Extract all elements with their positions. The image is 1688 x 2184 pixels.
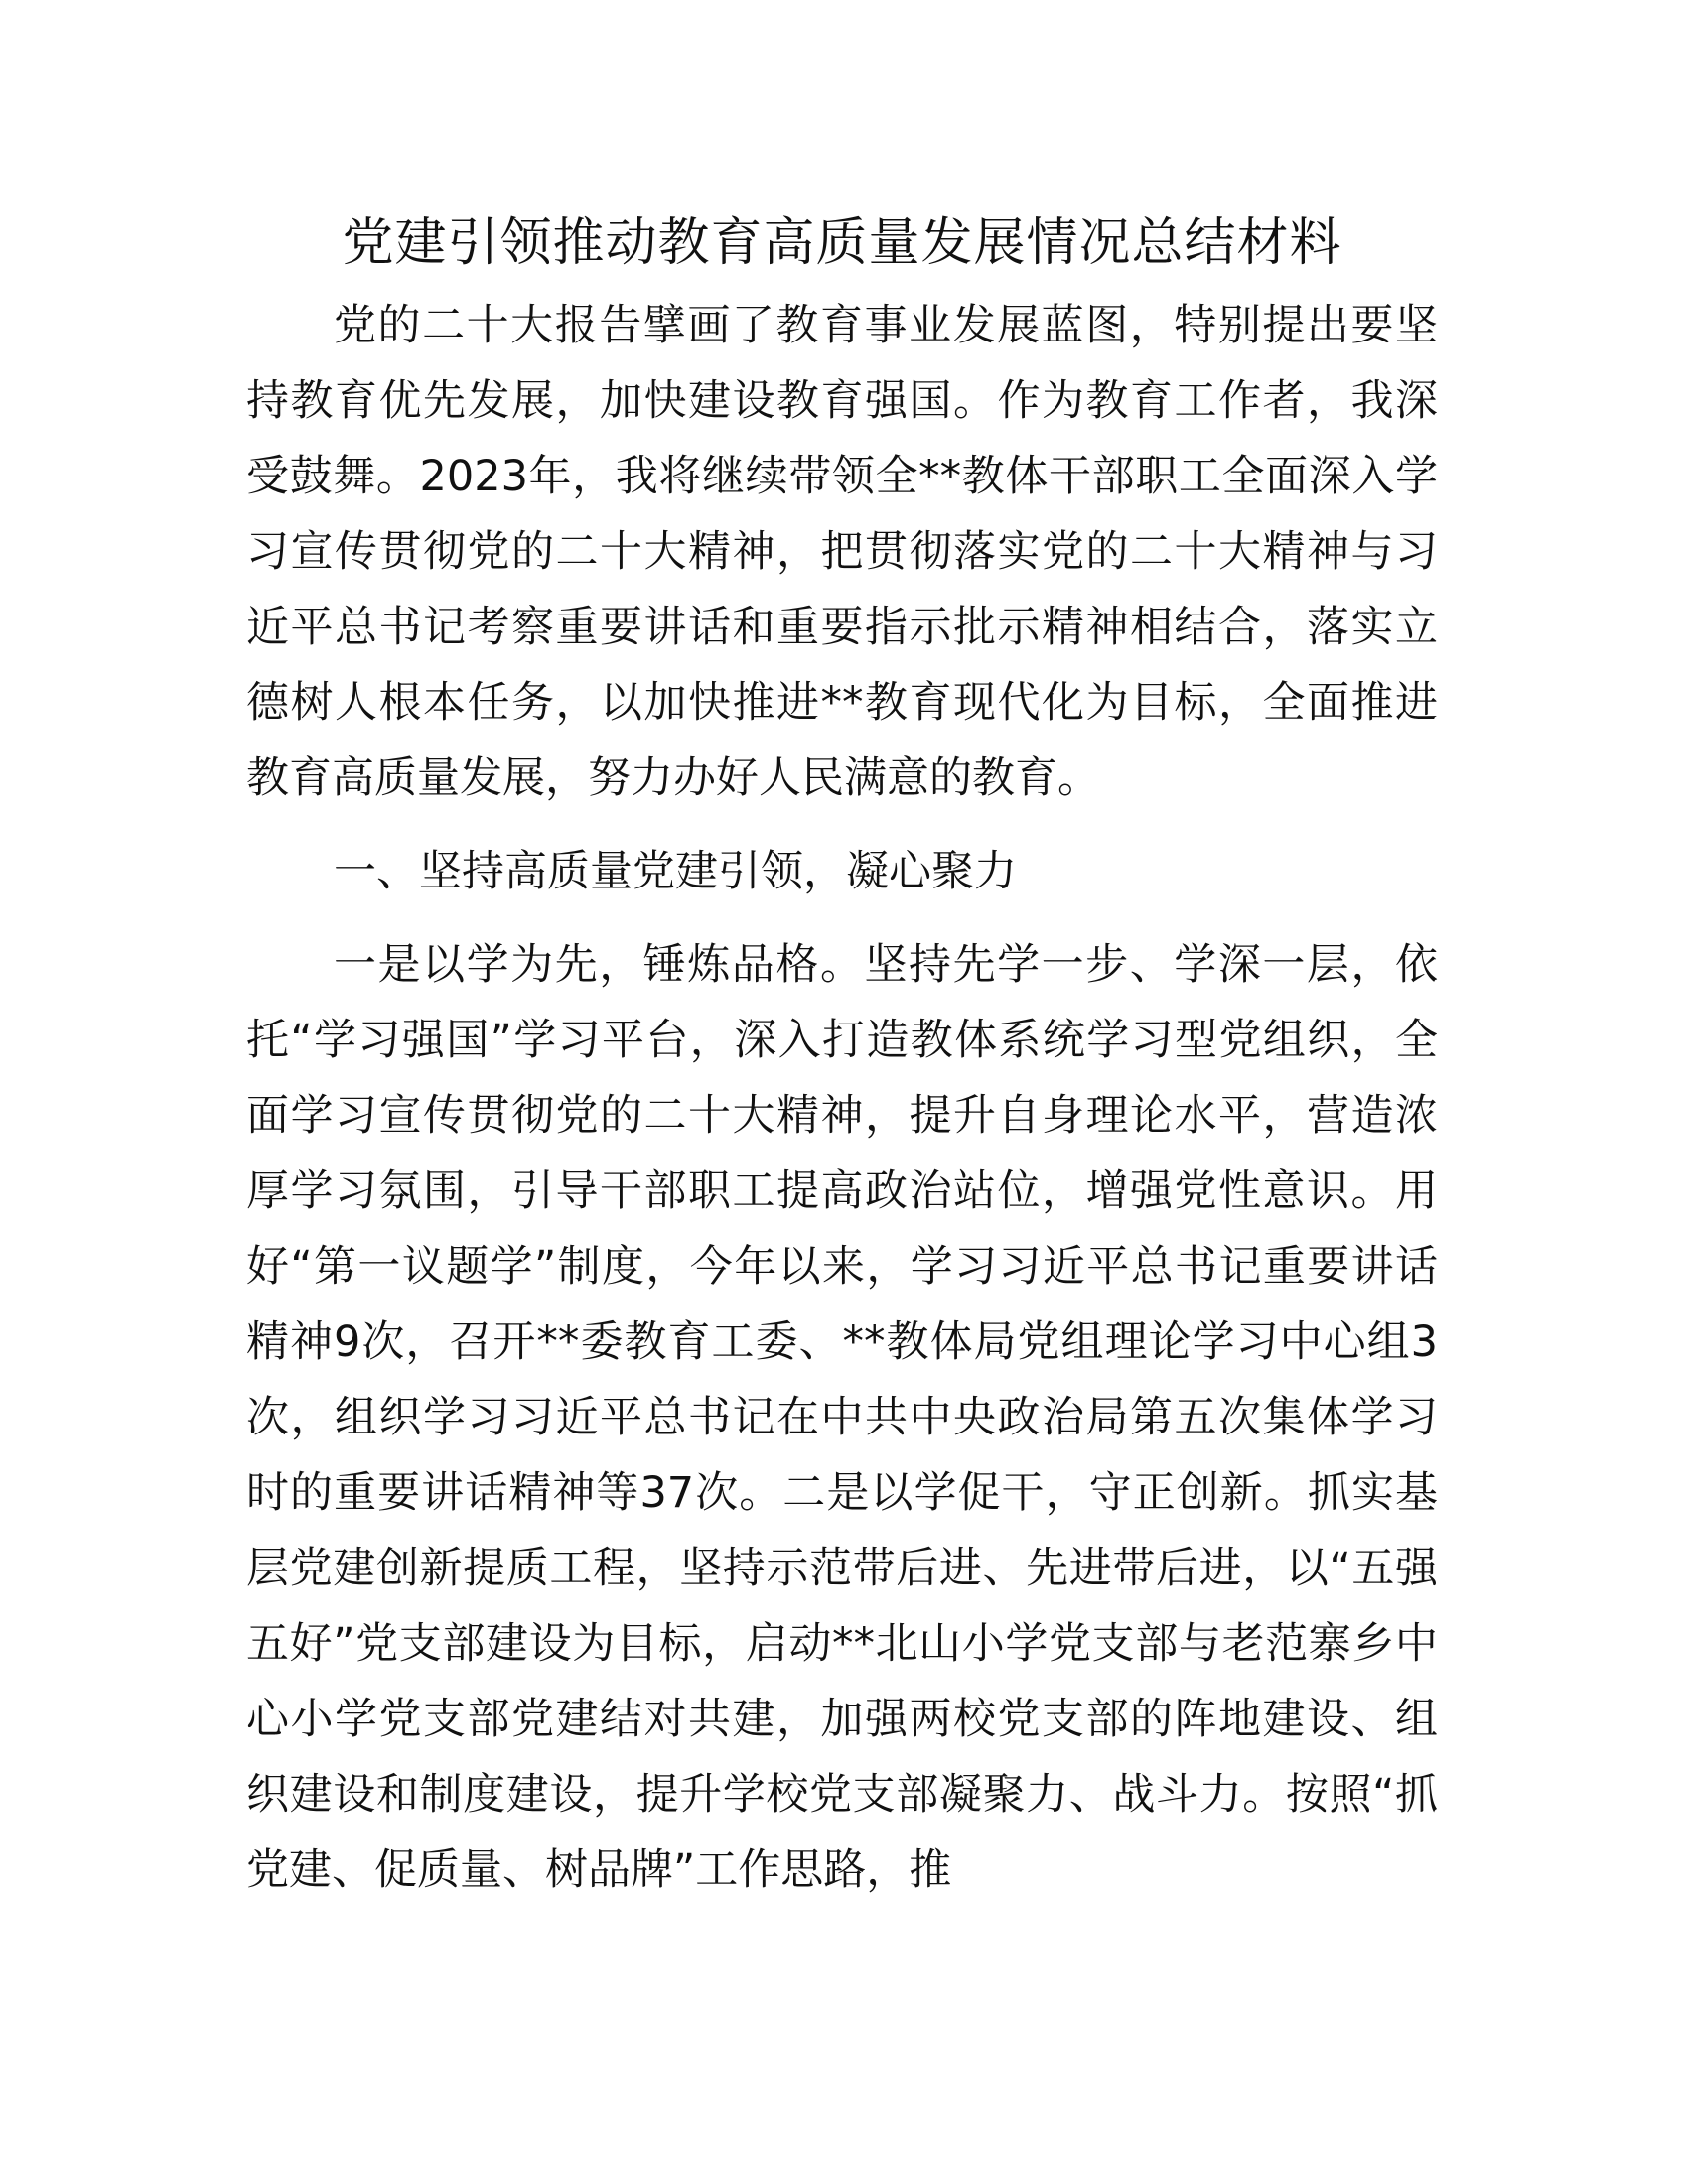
document-page [246, 199, 1438, 1908]
section-paragraph: 一是以学为先，锤炼品格。坚持先学一步、学深一层，依托“学习强国”学习平台，深入打造教体系统学习型党组织，全面学习宣传贯彻党的二十大精神，提升自身理论水平，营造浓厚学习氛围，引导干部职工提高政治站位，增强党性意识。用好“第一议题学”制度，今年以来，学习习近平总书记重要讲话精神9次，召开**委教育工委、**教体局党组理论学习中心组3次，组织学习习近平总书记在中共中央政治局第五次集体学习时的重要讲话精神等37次。二是以学促干，守正创新。抓实基层党建创新提质工程，坚持示范带后进、先进带后进，以“五强五好”党支部建设为目标，启动**北山小学党支部与老范寨乡中心小学党支部党建结对共建，加强两校党支部的阵地建设、组织建设和制度建设，提升学校党支部凝聚力、战斗力。按照“抓党建、促质量、树品牌”工作思路，推 [246, 940, 1438, 1895]
document-title: 党建引领推动教育高质量发展情况总结材料 [342, 213, 1342, 273]
intro-paragraph: 党的二十大报告擘画了教育事业发展蓝图，特别提出要坚持教育优先发展，加快建设教育强国。作为教育工作者，我深受鼓舞。2023年，我将继续带领全**教体干部职工全面深入学习宣传贯彻党的二十大精神，把贯彻落实党的二十大精神与习近平总书记考察重要讲话和重要指示批示精神相结合，落实立德树人根本任务，以加快推进**教育现代化为目标，全面推进教育高质量发展，努力办好人民满意的教育。 [246, 301, 1438, 803]
section-heading: 一、坚持高质量党建引领，凝心聚力 [334, 847, 1017, 896]
